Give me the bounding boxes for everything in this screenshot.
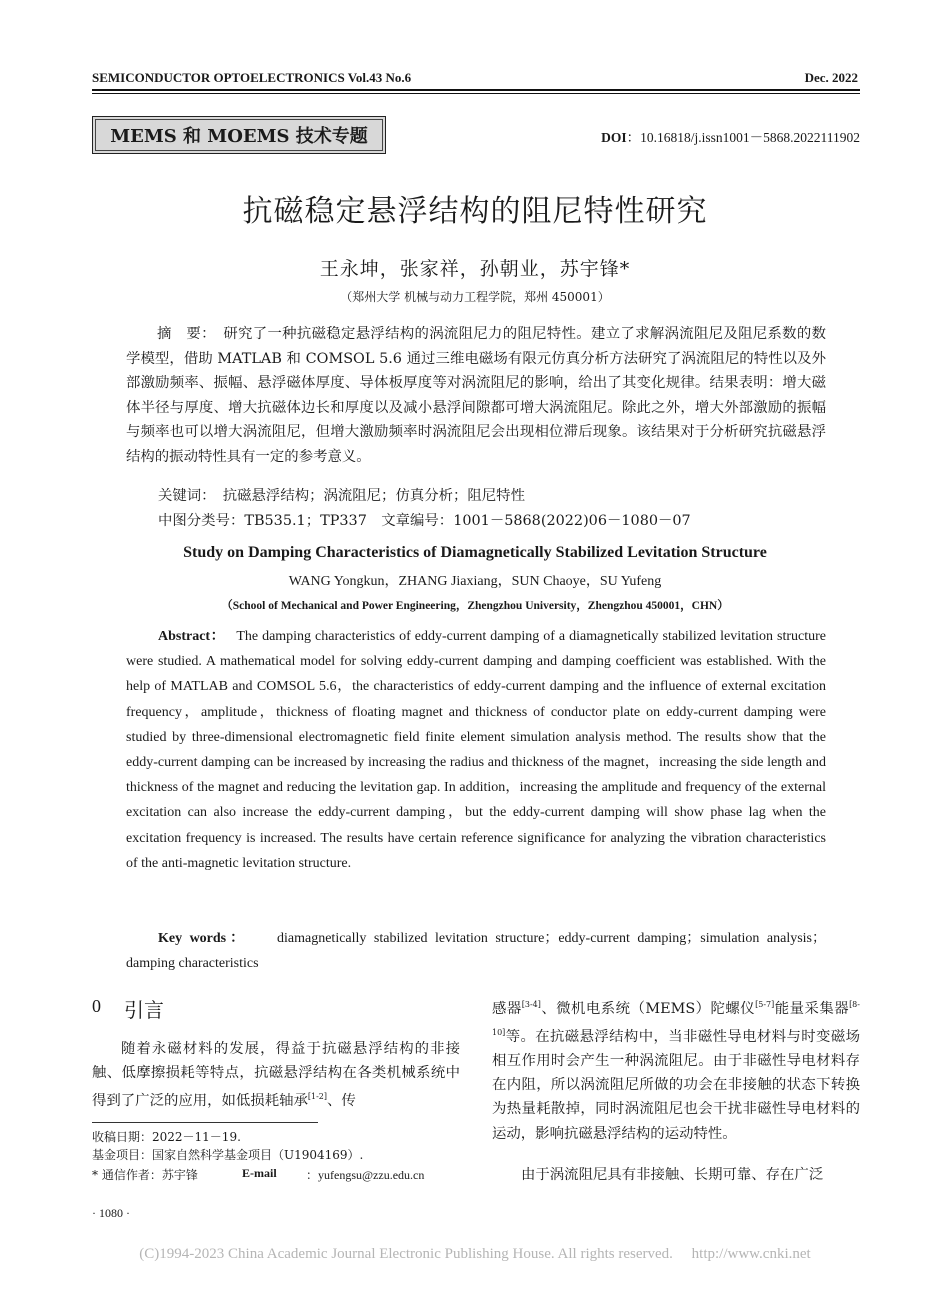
keywords-en-label: Key words： bbox=[158, 931, 242, 946]
cnki-watermark: (C)1994-2023 China Academic Journal Electronic Publishing House. All rights reserved. http://www.cnki.net bbox=[139, 1246, 811, 1262]
citation-ref: [1-2] bbox=[307, 1092, 327, 1102]
email-label: E-mail bbox=[242, 1166, 277, 1180]
intro-paragraph-left bbox=[92, 1037, 460, 1113]
intro-right-text-1: 感器 bbox=[492, 1000, 522, 1017]
citation-ref: [3-4] bbox=[521, 1000, 541, 1009]
topic-banner bbox=[92, 116, 386, 154]
footnote-rule bbox=[92, 1122, 318, 1123]
footnote-correspondence bbox=[92, 1166, 460, 1183]
authors-cn: 王永坤，张家祥，孙朝业，苏宇锋* bbox=[319, 258, 631, 280]
section-title: 引言 bbox=[124, 998, 164, 1022]
section-number: 0 bbox=[92, 996, 101, 1016]
intro-paragraph-right bbox=[492, 993, 860, 1146]
header-rule-thick bbox=[92, 89, 860, 91]
intro-left-text: 随着永磁材料的发展，得益于抗磁悬浮结构的非接触、低摩擦损耗等特点，抗磁悬浮结构在各类机械系统中得到了广泛的应用，如低损耗轴承 bbox=[92, 1041, 460, 1110]
abstract-en-label: Abstract： bbox=[158, 629, 219, 644]
corresponding-author: * 通信作者：苏宇锋 bbox=[92, 1168, 198, 1182]
paper-title-en: Study on Damping Characteristics of Diamagnetically Stabilized Levitation Structure bbox=[183, 544, 767, 561]
email-address: ：yufengsu@zzu.edu.cn bbox=[306, 1168, 425, 1182]
header-rule-thin bbox=[92, 93, 860, 94]
intro-right-text-4: 等。在抗磁悬浮结构中，当非磁性导电材料与时变磁场相互作用时会产生一种涡流阻尼。由于非磁性导电材料存在内阻，所以涡流阻尼所做的功会在非接触的状态下转换为热量耗散掉，同时涡流阻尼也会干扰非磁性导电材料的运动，影响抗磁悬浮结构的运动特性。 bbox=[492, 1028, 860, 1142]
authors-en: WANG Yongkun，ZHANG Jiaxiang，SUN Chaoye，SU Yufeng bbox=[288, 574, 662, 589]
keywords-cn: 关键词： 抗磁悬浮结构；涡流阻尼；仿真分析；阻尼特性 bbox=[158, 488, 525, 504]
keywords-en-text: diamagnetically stabilized levitation structure；eddy-current damping；simulation analysis；damping characteristics bbox=[126, 931, 826, 971]
intro-left-tail: 、传 bbox=[327, 1093, 356, 1110]
intro-right-text-2: 、微机电系统（MEMS）陀螺仪 bbox=[540, 1000, 756, 1017]
intro-paragraph-right-2: 由于涡流阻尼具有非接触、长期可靠、存在广泛 bbox=[521, 1167, 824, 1183]
affiliation-en: （School of Mechanical and Power Engineering，Zhengzhou University，Zhengzhou 450001，CHN） bbox=[221, 600, 729, 612]
abstract-cn: 摘 要： 研究了一种抗磁稳定悬浮结构的涡流阻尼力的阻尼特性。建立了求解涡流阻尼及阻尼系数的数学模型，借助 MATLAB 和 COMSOL 5.6 通过三维电磁场有限元仿真分析方法研究了涡流阻尼的特性以及外部激励频率、振幅、悬浮磁体厚度、导体板厚度等对涡流阻尼的影响，给出了其变化规律。结果表明：增大磁体半径与厚度、增大抗磁体边长和厚度以及减小悬浮间隙都可增大涡流阻尼。除此之外，增大外部激励的振幅与频率也可以增大涡流阻尼，但增大激励频率时涡流阻尼会出现相位滞后现象。该结果对于分析研究抗磁悬浮结构的振动特性具有一定的参考意义。 bbox=[126, 326, 826, 465]
doi-label: DOI bbox=[601, 130, 627, 145]
keywords-en bbox=[126, 926, 826, 976]
page-number: · 1080 · bbox=[92, 1206, 130, 1220]
abstract-en bbox=[126, 624, 826, 876]
journal-header: SEMICONDUCTOR OPTOELECTRONICS Vol.43 No.6 bbox=[92, 70, 412, 85]
citation-ref: [5-7] bbox=[755, 1000, 775, 1009]
paper-title-cn: 抗磁稳定悬浮结构的阻尼特性研究 bbox=[242, 194, 708, 229]
footnote-received: 收稿日期：2022－11－19. bbox=[92, 1130, 241, 1144]
topic-label: MEMS 和 MOEMS 技术专题 bbox=[110, 126, 368, 147]
affiliation-cn: （郑州大学 机械与动力工程学院，郑州 450001） bbox=[340, 290, 610, 304]
citation-ref: [8-10] bbox=[492, 1000, 860, 1037]
abstract-en-text: The damping characteristics of eddy-current damping of a diamagnetically stabilized levitation structure were studied. A mathematical model for solving eddy-current damping and damping coefficient was established. With the help of MATLAB and COMSOL 5.6，the characteristics of eddy-current damping and the influence of external excitation frequency，amplitude，thickness of floating magnet and thickness of conductor plate on eddy-current damping were studied by three-dimensional electromagnetic field finite element simulation analysis method. The results show that the eddy-current damping can be increased by increasing the radius and thickness of the magnet，increasing the side length and thickness of the magnet and reducing the levitation gap. In addition，increasing the amplitude and frequency of the external excitation can also increase the eddy-current damping，but the eddy-current damping will show phase lag when the excitation frequency is increased. The results have certain reference significance for analyzing the vibration characteristics of the anti-magnetic levitation structure. bbox=[126, 629, 826, 871]
doi bbox=[601, 126, 860, 146]
doi-value: ：10.16818/j.issn1001－5868.2022111902 bbox=[626, 130, 860, 145]
footnote-fund: 基金项目：国家自然科学基金项目（U1904169）. bbox=[92, 1148, 364, 1162]
intro-right-text-3: 能量采集器 bbox=[774, 1000, 850, 1017]
classification-cn: 中图分类号：TB535.1；TP337 文章编号：1001－5868(2022)06－1080－07 bbox=[158, 513, 691, 529]
issue-date: Dec. 2022 bbox=[804, 70, 858, 85]
